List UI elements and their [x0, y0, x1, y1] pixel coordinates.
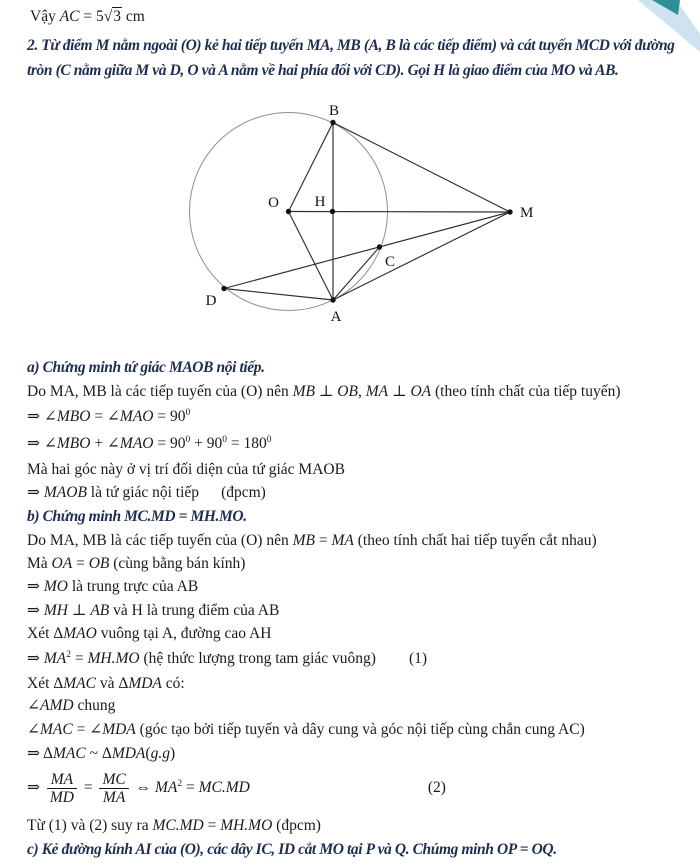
text-segment: MA: [154, 779, 178, 797]
text-segment: Xét Δ: [27, 675, 64, 692]
text-segment: 2: [177, 778, 183, 789]
text-segment: b) Chứng minh: [27, 508, 125, 525]
fraction-denominator: MD: [49, 789, 74, 807]
text-segment: = 5: [79, 8, 104, 25]
text-segment: và H là trung điểm của AB: [109, 602, 280, 619]
text-segment: MAO: [119, 408, 154, 425]
text-segment: (đpcm): [221, 484, 266, 501]
text-segment: Mà: [27, 555, 52, 572]
text-segment: vuông tại A, đường cao AH: [96, 625, 272, 642]
text-segment: (2): [427, 779, 446, 797]
text-line: [27, 434, 272, 454]
point-label-O: O: [268, 195, 279, 211]
text-line: [27, 554, 245, 574]
radical-sign: √: [103, 8, 113, 25]
text-segment: MAO: [63, 625, 97, 642]
text-segment: ∠: [27, 697, 40, 714]
text-segment: ,: [357, 383, 366, 400]
text-segment: MC.MD: [152, 817, 204, 834]
text-segment: ~ Δ: [85, 745, 112, 762]
text-segment: = 90: [153, 435, 186, 452]
text-segment: (: [145, 745, 151, 762]
text-segment: (theo tính chất hai tiếp tuyến cắt nhau): [353, 532, 597, 549]
text-segment: AB: [90, 602, 110, 619]
heading-line: [27, 840, 557, 860]
text-segment: =: [71, 650, 88, 667]
text-line: [27, 649, 427, 669]
text-segment: AMD: [40, 697, 74, 714]
text-line: [27, 483, 266, 503]
text-segment: MB: [292, 383, 315, 400]
text-segment: MA: [43, 650, 67, 667]
text-segment: (đpcm): [272, 817, 321, 834]
text-segment: + 90: [190, 435, 223, 452]
point-label-M: M: [520, 205, 534, 221]
text-segment: chung: [73, 697, 116, 714]
text-segment: =: [314, 532, 332, 549]
text-segment: là tứ giác nội tiếp: [86, 484, 200, 501]
text-segment: Mà hai góc này ở vị trí đối diện của tứ giác MAOB: [27, 461, 345, 478]
point-label-D: D: [205, 293, 217, 309]
text-segment: (góc tạo bởi tiếp tuyến và dây cung và góc nội tiếp cùng chắn cung AC): [135, 721, 585, 738]
text-segment: MBO: [56, 435, 91, 452]
text-segment: ∠: [27, 721, 40, 738]
point-label-A: A: [330, 309, 342, 325]
text-segment: MH: [43, 602, 68, 619]
fraction-numerator: MC: [99, 771, 128, 789]
text-segment: MA: [331, 532, 354, 549]
text-segment: MC.MD = MH.MO.: [124, 508, 247, 525]
text-segment: (theo tính chất của tiếp tuyến): [431, 383, 621, 400]
text-line: [27, 744, 175, 764]
text-segment: = 180: [227, 435, 267, 452]
text-segment: ⇒ Δ: [27, 745, 53, 762]
text-segment: c) Kẻ đường kính AI của (O), các dây IC, ID cắt MO tại P và Q. Chúmg minh OP = OQ.: [27, 841, 557, 858]
text-segment: ⇒: [27, 650, 44, 667]
heading-line: [27, 61, 619, 81]
text-segment: Xét Δ: [27, 625, 64, 642]
text-segment: MB: [292, 532, 315, 549]
text-segment: MAC: [63, 675, 96, 692]
text-line: [27, 382, 621, 402]
text-segment: = 90: [153, 408, 186, 425]
text-segment: =: [72, 555, 89, 572]
text-segment: ): [169, 745, 176, 762]
text-segment: + ∠: [90, 435, 120, 452]
text-segment: 2: [66, 649, 72, 660]
text-segment: 0: [185, 434, 191, 445]
radicand: 3: [113, 8, 122, 25]
heading-line: [27, 507, 247, 527]
text-segment: MDA: [128, 675, 162, 692]
text-segment: MH.MO: [220, 817, 273, 834]
text-segment: ⊥: [67, 602, 91, 619]
text-segment: (1): [408, 650, 428, 667]
text-segment: Vậy: [30, 8, 60, 25]
text-line: [27, 624, 271, 644]
text-segment: Từ (1) và (2) suy ra: [27, 817, 153, 834]
text-segment: MC.MD: [198, 779, 250, 797]
text-segment: 2. Từ điểm M nằm ngoài (O) kẻ hai tiếp tuyến MA, MB (A, B là các tiếp điểm) và cát tuyến MCD với đường: [27, 37, 675, 54]
text-segment: OB: [88, 555, 110, 572]
text-line: [27, 720, 585, 740]
text-segment: MAC: [40, 721, 73, 738]
text-segment: ⊥: [314, 383, 338, 400]
text-line: [27, 577, 198, 597]
heading-line: [27, 358, 265, 378]
text-segment: cm: [122, 8, 145, 25]
text-segment: =: [203, 817, 221, 834]
point-label-H: H: [314, 194, 326, 210]
text-segment: ⊥: [388, 383, 411, 400]
text-segment: a) Chứng minh tứ giác MAOB nội tiếp.: [27, 359, 265, 376]
text-segment: Do MA, MB là các tiếp tuyến của (O) nên: [27, 383, 293, 400]
text-line: [27, 816, 321, 836]
text-segment: (cùng bằng bán kính): [109, 555, 246, 572]
text-segment: tròn (C nằm giữa M và D, O và A nằm về hai phía đối với CD). Gọi H là giao điểm của MO và AB.: [27, 62, 619, 79]
text-segment: có:: [161, 675, 185, 692]
text-segment: g.g: [150, 745, 170, 762]
text-line: [27, 460, 345, 480]
text-segment: AC: [59, 8, 80, 25]
text-segment: MH.MO: [87, 650, 140, 667]
text-line: [27, 696, 115, 716]
point-label-C: C: [384, 254, 396, 270]
heading-line: [27, 36, 675, 56]
text-line: [27, 601, 279, 621]
text-segment: là trung trực của AB: [67, 578, 199, 595]
text-segment: MA: [365, 383, 389, 400]
text-segment: = ∠: [90, 408, 120, 425]
fraction-denominator: MA: [102, 789, 126, 807]
text-segment: ⇒ ∠: [27, 435, 57, 452]
text-segment: ⇔: [131, 779, 155, 797]
text-segment: = ∠: [72, 721, 103, 738]
text-segment: ⇒ ∠: [27, 408, 57, 425]
fraction: [99, 771, 128, 806]
text-segment: 0: [185, 407, 191, 418]
text-segment: =: [79, 779, 97, 797]
point-label-B: B: [328, 103, 340, 119]
text-segment: OA: [51, 555, 73, 572]
text-segment: =: [182, 779, 199, 797]
text-segment: 0: [266, 434, 272, 445]
text-line: [30, 7, 145, 27]
fraction-numerator: MA: [47, 771, 77, 789]
text-segment: OA: [410, 383, 432, 400]
text-line: [27, 674, 185, 694]
text-segment: MDA: [102, 721, 136, 738]
text-segment: ⇒: [27, 578, 44, 595]
text-segment: ⇒: [27, 602, 44, 619]
text-segment: và Δ: [95, 675, 129, 692]
text-line: [27, 531, 597, 551]
text-segment: MAOB: [43, 484, 87, 501]
square-root: [104, 7, 122, 25]
text-segment: ⇒: [27, 484, 44, 501]
text-segment: MDA: [111, 745, 146, 762]
text-segment: (hệ thức lượng trong tam giác vuông): [139, 650, 376, 667]
text-segment: MO: [43, 578, 68, 595]
text-segment: MAO: [119, 435, 154, 452]
text-segment: MBO: [56, 408, 91, 425]
fraction: [47, 771, 77, 806]
text-line: [27, 407, 190, 427]
text-line: [27, 771, 446, 806]
text-segment: 0: [222, 434, 227, 445]
text-segment: OB: [337, 383, 358, 400]
text-segment: MAC: [52, 745, 86, 762]
text-segment: ⇒: [27, 779, 44, 797]
text-segment: Do MA, MB là các tiếp tuyến của (O) nên: [27, 532, 293, 549]
